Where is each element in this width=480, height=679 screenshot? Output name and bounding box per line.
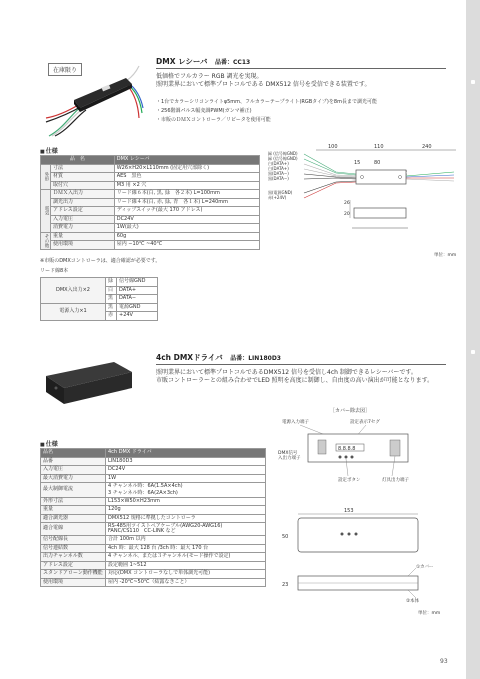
- svg-text:黒(電源GND): 黒(電源GND): [268, 190, 293, 195]
- dim-label: 26: [344, 201, 350, 206]
- dim-label: 50: [282, 534, 289, 540]
- svg-text:DMX信号: DMX信号: [278, 451, 298, 456]
- unit-label: 単位：mm: [434, 253, 457, 258]
- feature-item: ・1台でカラーシリコンライトφ5mm、フルカラーテープライト(RGBタイプ)を8m長まで調光可能: [156, 99, 377, 105]
- svg-text:赤(+24V): 赤(+24V): [268, 195, 287, 200]
- title-rule: [156, 68, 446, 69]
- dim-label: 23: [282, 582, 289, 588]
- dim-label: 20: [344, 212, 350, 217]
- product-intro: 低価格でフルカラー RGB 調光を実現。 照明業界において標準プロトコルである DMX512 信号を受信できる装置です。: [156, 73, 371, 88]
- svg-text:黒(DATA−): 黒(DATA−): [268, 176, 289, 181]
- product-intro: 照明業界において標準プロトコルであるDMX512 信号を受信し4ch 制御できるレシーバーです。 市販コントローラーとの組み合わせでLED 照明を高度に制御し、自由度の高い演出が可能となります。: [156, 369, 434, 384]
- product-title: DMX レシーバ 品番：CC13: [156, 57, 251, 66]
- svg-text:黒(DATA−): 黒(DATA−): [268, 171, 289, 176]
- svg-text:緑 (信号線GND): 緑 (信号線GND): [268, 156, 298, 161]
- dim-label: 110: [374, 144, 384, 150]
- svg-text:入出力端子: 入出力端子: [278, 456, 301, 461]
- svg-text:設定表示7セグ: 設定表示7セグ: [350, 420, 380, 425]
- svg-text:灯具出力端子: 灯具出力端子: [382, 478, 409, 483]
- dim-label: 153: [344, 508, 354, 514]
- dimension-drawing-dmx-receiver: [266, 142, 466, 262]
- feature-list: [156, 98, 456, 125]
- unit-label: 単位：mm: [418, 611, 441, 616]
- spec-note: ※市販のDMXコントローラは、適合確認が必要です。: [40, 258, 161, 264]
- feature-item: ・256階調パルス幅変調PWM(ガンマ補正): [156, 108, 252, 114]
- product-title: 4ch DMXドライバ 品番：LIN180D3: [156, 353, 281, 362]
- stock-badge: 在庫限り: [48, 63, 82, 76]
- svg-text:白(DATA+): 白(DATA+): [268, 166, 289, 171]
- spec-table-4ch-driver: 品名 4ch DMX ドライバ 品番 LIN180D3 入力電圧 DC24V 最大消費電力 1W 最大制御電流 4 チャンネル時：6A(1.5A×4ch) 3 チャンネル時：6A(2A×3ch) 外形寸法 L153×W50×H23mm 重量 120g 適合調光器 DMX512 規格に準拠したコントローラ 適合電線 RS-485用ツイストペアケーブル(AWG20-AWG16) FANC/CS110 CC-LINK など 信号配線長 合計 100m 以内 信号連結数 4ch 時：最大 128 台 /3ch 時：最大 170 台 出力チャンネル数 4 チャンネル、または３チャンネル(モード操作で設定) アドレス設定 設定範囲 1~512 スタンドアローン動作機能 対応(DMX コントローラなしで単体調光可能) 使用環境 屋内 -20℃~50℃（結露なきこと）: [40, 448, 266, 587]
- spec-table-dmx-receiver: 品 名 DMX レシーバ 外形 寸法 W26×H20×L110mm (固定用穴部除く) 材質 AES 黒色 取付穴 M3 用 ×2 穴 電気 ＤＭＸ入出力 リード線６本(白, 黒, 緑 各２本) L=100mm 調光出力 リード線４本(白, 赤, 緑, 青 各１本) L=240mm アドレス設定 ディップスイッチ(最大 170 アドレス) 入力電圧 DC24V 消費電力 1W(最大) その他 重量 60g 使用環境 屋内 −10℃ ~40℃: [40, 155, 260, 250]
- svg-text:電源入力端子: 電源入力端子: [282, 420, 309, 425]
- sidebar-marker: [471, 350, 475, 354]
- dim-label: 100: [328, 144, 338, 150]
- feature-item: ・市販のＤＭＸコントローラ／リピータを使用可能: [156, 117, 271, 123]
- lead-heading: リード線8本: [40, 268, 69, 274]
- dim-label: 15: [354, 160, 361, 166]
- sidebar-marker: [471, 80, 475, 84]
- dimension-drawing-4ch-driver: [278, 406, 448, 616]
- dim-label: 240: [422, 144, 432, 150]
- svg-text:①カバー: ①カバー: [416, 565, 434, 570]
- svg-text:白(DATA+): 白(DATA+): [268, 161, 289, 166]
- page-number: 93: [440, 658, 448, 665]
- product-photo-4ch-driver: [44, 358, 134, 406]
- dim-label: 80: [374, 160, 381, 166]
- svg-text:緑 (信号線GND): 緑 (信号線GND): [268, 151, 298, 156]
- title-rule: [156, 364, 446, 365]
- cover-title: ［カバー除去図］: [330, 408, 371, 414]
- lead-table: DMX入出力×2 緑 信号線GND 白 DATA+ 黒 DATA− 電源入力×1 黒 電源GND 赤 +24V: [40, 277, 158, 321]
- svg-text:②本体: ②本体: [406, 599, 420, 604]
- spec-heading: ■ 仕様: [40, 439, 58, 448]
- spec-heading: ■ 仕様: [40, 146, 58, 155]
- page-sidebar: [466, 0, 480, 679]
- svg-text:設定ボタン: 設定ボタン: [338, 478, 361, 483]
- svg-text:8.8.8.8: 8.8.8.8: [338, 446, 356, 452]
